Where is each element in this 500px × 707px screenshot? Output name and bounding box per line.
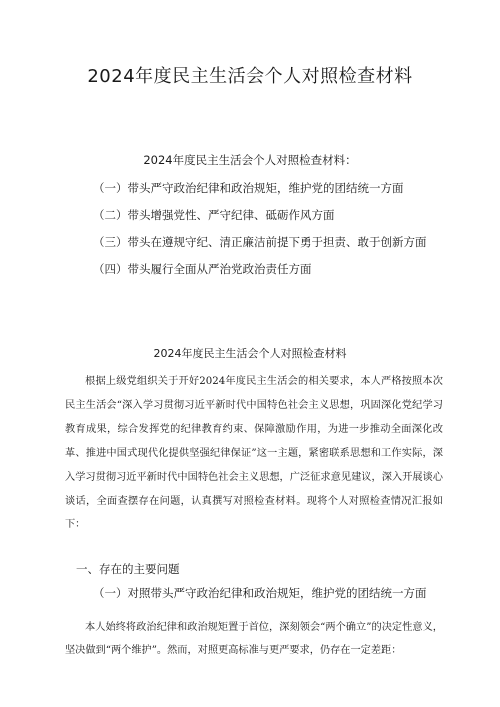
body-text: 本人始终将政治纪律和政治规矩置于首位，深刻领会“两个确立”的决定性意义，坚决做到“两个维护”。然而，对照更高标准与更严要求，仍存在一定差距： xyxy=(65,622,443,656)
intro-paragraph xyxy=(65,370,443,537)
document-title: 2024年度民主生活会个人对照检查材料 xyxy=(87,66,413,87)
heading-political-discipline: （一）对照带头严守政治纪律和政治规矩，维护党的团结统一方面 xyxy=(93,586,427,600)
body-paragraph xyxy=(65,616,443,662)
heading-problems: 一、存在的主要问题 xyxy=(76,562,180,576)
toc-item: （四）带头履行全面从严治党政治责任方面 xyxy=(93,262,312,276)
toc-heading: 2024年度民主生活会个人对照检查材料： xyxy=(143,153,357,167)
toc-item: （一）带头严守政治纪律和政治规矩，维护党的团结统一方面 xyxy=(93,181,404,195)
intro-text: 根据上级党组织关于开好2024年度民主生活会的相关要求，本人严格按照本次民主生活会“深入学习贯彻习近平新时代中国特色社会主义思想，巩固深化党纪学习教育成果，综合发挥党的纪律教育约束、保障激励作用，为进一步推动全面深化改革、推进中国式现代化提供坚强纪律保证”这一主题，紧密联系思想和工作实际，深入学习贯彻习近平新时代中国特色社会主义思想，广泛征求意见建议，深入开展谈心谈话，全面查摆存在问题，认真撰写对照检查材料。现将个人对照检查情况汇报如下： xyxy=(65,376,443,531)
toc-item: （二）带头增强党性、严守纪律、砥砺作风方面 xyxy=(93,208,335,222)
toc-list xyxy=(93,178,493,286)
section-title: 2024年度民主生活会个人对照检查材料 xyxy=(153,347,347,360)
toc-item: （三）带头在遵规守纪、清正廉洁前提下勇于担责、敢于创新方面 xyxy=(93,235,427,249)
